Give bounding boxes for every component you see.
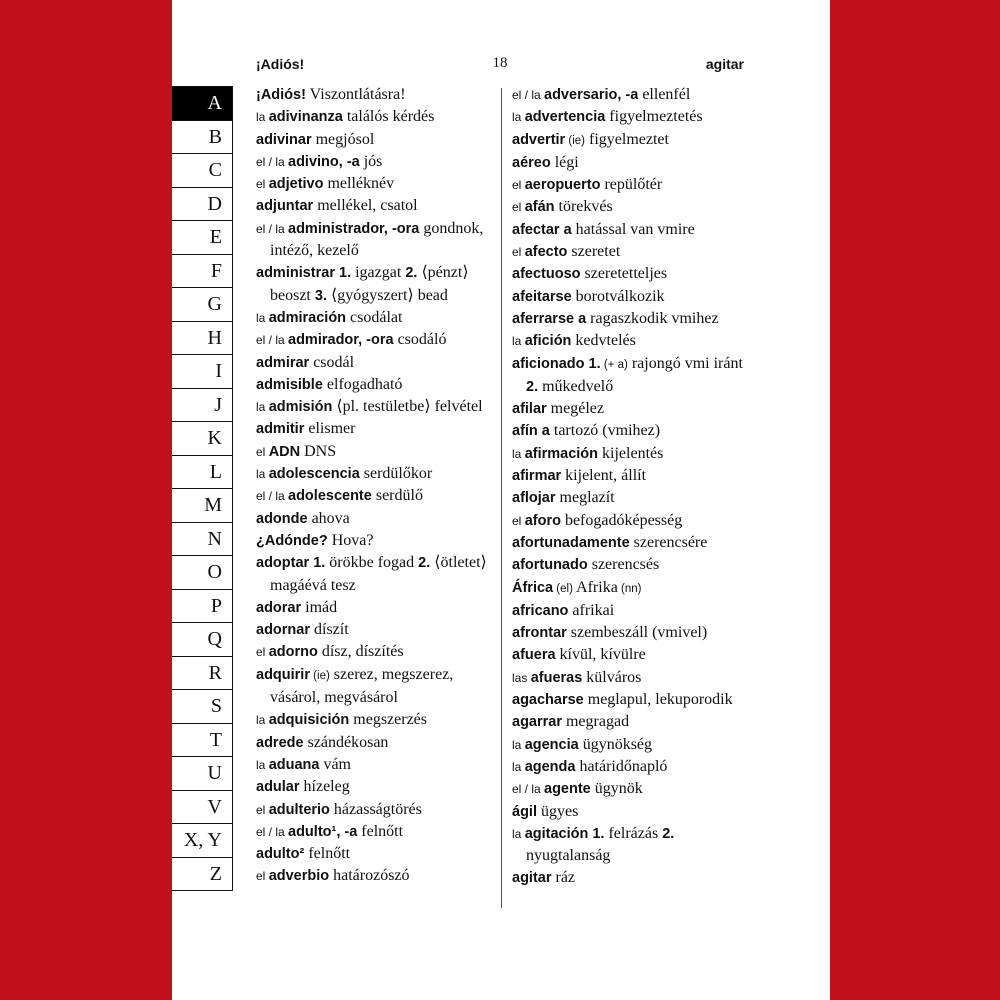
entry-headword: adorar	[256, 599, 302, 616]
entry-headword: África	[512, 579, 554, 596]
entry-headword: ADN	[268, 443, 301, 460]
dictionary-entry	[512, 801, 752, 823]
entry-definition: repülőtér	[600, 176, 663, 194]
dictionary-entry	[512, 152, 752, 174]
entry-headword: adquirir	[256, 666, 310, 683]
left-column	[256, 84, 494, 888]
entry-definition: melléknév	[323, 175, 395, 193]
entry-headword: afirmación	[524, 445, 599, 462]
entry-definition: felnőtt	[304, 845, 351, 863]
entry-headword: afectar a	[512, 221, 572, 238]
entry-headword: agenda	[524, 758, 576, 775]
page-header	[256, 56, 744, 76]
entry-definition: ⟨pl. testületbe⟩ felvétel	[332, 398, 483, 416]
entry-definition: műkedvelő	[538, 377, 614, 395]
entry-headword: agente	[544, 781, 591, 798]
dictionary-entry	[256, 463, 494, 485]
dictionary-entry	[512, 867, 752, 889]
entry-definition: külváros	[582, 668, 642, 686]
entry-definition: határidőnapló	[575, 757, 668, 775]
entry-headword: aéreo	[512, 154, 551, 171]
dictionary-entry	[256, 530, 494, 552]
grammar-note: (+ a)	[600, 358, 628, 371]
entry-article: el	[256, 869, 269, 884]
entry-definition: kijelentés	[598, 444, 664, 462]
entry-headword: afán	[524, 199, 555, 216]
entry-definition: szándékosan	[303, 733, 389, 751]
dictionary-entry	[512, 778, 752, 800]
dictionary-entry	[512, 308, 752, 330]
sense-number: 1.	[588, 825, 605, 842]
entry-headword: agacharse	[512, 692, 584, 709]
dictionary-entry	[256, 597, 494, 619]
entry-headword: aficionado	[512, 355, 585, 372]
entry-definition: csodálat	[346, 308, 403, 326]
entry-headword: adolescencia	[268, 466, 360, 483]
entry-definition: felrázás	[604, 824, 659, 842]
entry-definition: kijelent, állít	[561, 467, 647, 485]
dictionary-entry	[256, 776, 494, 798]
entry-headword: afición	[524, 333, 572, 350]
entry-definition: dísz, díszítés	[317, 643, 404, 661]
entry-definition: ⟨gyógyszert⟩ bead	[327, 286, 448, 304]
entry-article: la	[512, 737, 525, 752]
entry-headword: administrador, -ora	[288, 220, 420, 237]
dictionary-entry	[512, 443, 752, 465]
entry-headword: admiración	[268, 309, 347, 326]
entry-headword: afrontar	[512, 625, 567, 642]
entry-definition: gondnok, intéző, kezelő	[270, 219, 484, 260]
dictionary-entry	[256, 173, 494, 195]
entry-article: la	[512, 334, 525, 349]
entry-article: el / la	[512, 782, 545, 797]
entry-article: la	[256, 310, 269, 325]
entry-article: el	[256, 177, 269, 192]
entry-headword: administrar	[256, 265, 335, 282]
entry-definition: DNS	[300, 442, 337, 460]
dictionary-entry	[512, 398, 752, 420]
letter-tab[interactable]: I	[172, 355, 232, 389]
entry-article: la	[256, 400, 269, 415]
dictionary-entry	[512, 286, 752, 308]
entry-article: la	[512, 759, 525, 774]
entry-headword: adolescente	[288, 488, 372, 505]
dictionary-entry	[256, 396, 494, 418]
entry-definition: ⟨pénzt⟩ beoszt	[270, 264, 469, 304]
entry-definition: kívül, kívülre	[555, 646, 646, 664]
letter-tab[interactable]: N	[172, 523, 232, 557]
dictionary-entry	[256, 151, 494, 173]
entry-definition: Viszontlátásra!	[305, 86, 406, 103]
column-divider	[501, 88, 502, 908]
entry-definition: rajongó vmi iránt	[627, 354, 743, 372]
dictionary-entry	[512, 667, 752, 689]
entry-headword: afortunadamente	[512, 534, 630, 551]
entry-headword: afeitarse	[512, 288, 572, 305]
letter-tab[interactable]: B	[172, 121, 232, 155]
dictionary-entry	[512, 600, 752, 622]
dictionary-entry	[512, 554, 752, 576]
entry-definition: ügynökség	[578, 735, 653, 753]
entry-article: el	[512, 513, 525, 528]
entry-definition: megragad	[561, 713, 630, 731]
entry-article: la	[256, 757, 269, 772]
dictionary-entry	[256, 799, 494, 821]
dictionary-entry	[256, 732, 494, 754]
dictionary-entry	[512, 263, 752, 285]
entry-definition: szerencsés	[587, 556, 660, 574]
entry-definition: kedvtelés	[571, 332, 636, 350]
entry-definition: díszít	[310, 621, 349, 639]
dictionary-entry	[512, 644, 752, 666]
alphabet-thumb-index	[172, 86, 233, 891]
dictionary-entry	[256, 552, 494, 597]
entry-article: la	[256, 713, 269, 728]
letter-tab[interactable]: F	[172, 255, 232, 289]
letter-tab[interactable]: X, Y	[172, 824, 232, 858]
entry-definition: hízeleg	[299, 778, 350, 796]
entry-article: la	[256, 110, 269, 125]
entry-article: la	[512, 110, 525, 125]
letter-tab[interactable]: D	[172, 188, 232, 222]
entry-definition: törekvés	[554, 198, 613, 216]
entry-headword: aflojar	[512, 490, 556, 507]
entry-headword: adverbio	[268, 868, 330, 885]
dictionary-entry	[256, 307, 494, 329]
entry-headword: africano	[512, 602, 569, 619]
letter-tab[interactable]: U	[172, 757, 232, 791]
dictionary-entry	[512, 487, 752, 509]
entry-headword: adivinanza	[268, 109, 343, 126]
entry-headword: adivinar	[256, 131, 312, 148]
entry-headword: aeropuerto	[524, 177, 601, 194]
entry-article: el	[256, 444, 269, 459]
dictionary-entry	[512, 689, 752, 711]
dictionary-entry	[256, 195, 494, 217]
letter-tab[interactable]: Z	[172, 858, 232, 892]
entry-article: el / la	[512, 88, 545, 102]
letter-tab[interactable]: R	[172, 657, 232, 691]
entry-definition: csodáló	[393, 331, 447, 349]
entry-definition: megjósol	[311, 130, 375, 148]
entry-article: el / la	[256, 824, 289, 839]
entry-definition: csodál	[309, 353, 355, 371]
letter-tab[interactable]: E	[172, 221, 232, 255]
dictionary-entry	[512, 330, 752, 352]
entry-definition: szerez, megszerez, vásárol, megvásárol	[270, 665, 454, 707]
entry-definition: befogadóképesség	[560, 511, 683, 529]
dictionary-entry	[512, 577, 752, 600]
dictionary-entry	[256, 843, 494, 865]
entry-definition: tartozó (vmihez)	[549, 422, 661, 440]
entry-definition: ⟨ötletet⟩ magáévá tesz	[270, 554, 487, 594]
entry-headword: adonde	[256, 510, 308, 527]
entry-headword: adornar	[256, 622, 310, 639]
sense-number: 1.	[584, 355, 601, 372]
letter-tab[interactable]: O	[172, 556, 232, 590]
entry-headword: aduana	[268, 756, 320, 773]
dictionary-entry	[512, 711, 752, 733]
entry-headword: ágil	[512, 803, 537, 820]
entry-headword: afectuoso	[512, 266, 581, 283]
entry-headword: aforo	[524, 512, 561, 529]
entry-headword: admisión	[268, 399, 333, 416]
letter-tab[interactable]: C	[172, 154, 232, 188]
entry-definition: házasságtörés	[329, 800, 422, 818]
entry-headword: admirar	[256, 354, 310, 371]
entry-definition: szembeszáll (vmivel)	[566, 624, 708, 642]
dictionary-entry	[256, 352, 494, 374]
entry-headword: admirador, -ora	[288, 332, 394, 349]
entry-definition: ráz	[551, 869, 576, 887]
entry-definition: ügynök	[590, 780, 643, 798]
sense-number: 1.	[309, 555, 326, 572]
dictionary-entry	[512, 129, 752, 152]
dictionary-entry	[512, 174, 752, 196]
entry-article: el / la	[256, 333, 289, 348]
entry-headword: adulto¹, -a	[288, 823, 358, 840]
entry-article: la	[512, 826, 525, 841]
dictionary-entry	[512, 106, 752, 128]
entry-headword: agencia	[524, 736, 579, 753]
entry-definition: jós	[359, 152, 383, 170]
letter-tab[interactable]: T	[172, 724, 232, 758]
letter-tab[interactable]: L	[172, 456, 232, 490]
entry-definition: légi	[550, 153, 579, 171]
sense-number: 2.	[658, 825, 675, 842]
sense-number: 1.	[334, 265, 352, 282]
entry-headword: afecto	[524, 244, 568, 261]
entry-definition: elfogadható	[322, 375, 403, 393]
dictionary-entry	[256, 418, 494, 440]
dictionary-entry	[256, 664, 494, 710]
dictionary-entry	[256, 106, 494, 128]
entry-headword: adulterio	[268, 801, 330, 818]
entry-definition: elismer	[304, 420, 356, 438]
dictionary-entry	[512, 196, 752, 218]
entry-article: el	[256, 802, 269, 817]
entry-headword: afuera	[512, 647, 556, 664]
dictionary-entry	[256, 129, 494, 151]
entry-definition: ahova	[307, 509, 350, 527]
entry-headword: adular	[256, 779, 300, 796]
dictionary-entry	[512, 420, 752, 442]
letter-tab[interactable]: G	[172, 288, 232, 322]
entry-article: el	[512, 245, 525, 260]
entry-definition: szerencsére	[629, 533, 708, 551]
dictionary-entry	[256, 262, 494, 307]
dictionary-entry	[256, 441, 494, 463]
entry-definition: borotválkozik	[571, 287, 665, 305]
letter-tab[interactable]: V	[172, 791, 232, 825]
letter-tab[interactable]: Q	[172, 623, 232, 657]
dictionary-entry	[256, 485, 494, 507]
entry-headword: adoptar	[256, 555, 310, 572]
entry-definition: Afrika	[572, 578, 618, 596]
right-column	[512, 84, 752, 890]
grammar-note: (nn)	[617, 582, 642, 595]
dictionary-entry	[256, 218, 494, 263]
dictionary-entry	[512, 734, 752, 756]
dictionary-entry	[256, 865, 494, 887]
dictionary-entry	[256, 641, 494, 663]
dictionary-entry	[256, 619, 494, 641]
entry-headword: adjetivo	[268, 176, 324, 193]
entry-definition: szeretetteljes	[580, 265, 668, 283]
entry-definition: afrikai	[568, 601, 615, 619]
dictionary-entry	[256, 709, 494, 731]
entry-headword: ¡Adiós!	[256, 87, 306, 103]
dictionary-entry	[256, 374, 494, 396]
dictionary-entry	[512, 756, 752, 778]
entry-definition: figyelmeztet	[585, 130, 669, 148]
dictionary-entry	[512, 465, 752, 487]
grammar-note: (ie)	[309, 669, 330, 682]
dictionary-entry	[256, 754, 494, 776]
dictionary-entry	[512, 532, 752, 554]
entry-definition: felnőtt	[357, 822, 404, 840]
entry-definition: ügyes	[536, 802, 579, 820]
entry-headword: admitir	[256, 421, 305, 438]
entry-definition: hatással van vmire	[571, 220, 695, 238]
entry-definition: megszerzés	[349, 711, 427, 729]
entry-definition: figyelmeztetés	[605, 108, 703, 126]
entry-headword: agitar	[512, 870, 552, 887]
entry-definition: nyugtalanság	[526, 847, 611, 865]
dictionary-entry	[512, 510, 752, 532]
letter-tab[interactable]: A	[172, 87, 232, 121]
entry-headword: adrede	[256, 734, 304, 751]
entry-definition: ragaszkodik vmihez	[586, 309, 719, 327]
dictionary-entry	[512, 622, 752, 644]
entry-definition: vám	[319, 755, 351, 773]
sense-number: 2.	[401, 265, 418, 282]
entry-headword: advertir	[512, 131, 566, 148]
entry-headword: afirmar	[512, 468, 562, 485]
entry-definition: serdülőkor	[359, 465, 433, 483]
entry-headword: adulto²	[256, 846, 305, 863]
entry-headword: adorno	[268, 644, 318, 661]
entry-article: el	[256, 645, 269, 660]
entry-headword: afueras	[530, 669, 583, 686]
dictionary-entry	[256, 821, 494, 843]
page-number: 18	[492, 55, 508, 71]
entry-definition: megélez	[546, 400, 604, 418]
entry-headword: aferrarse a	[512, 310, 587, 327]
entry-headword: admisible	[256, 376, 323, 393]
entry-headword: afilar	[512, 401, 547, 418]
entry-headword: agitación	[524, 825, 589, 842]
entry-definition: szeretet	[567, 243, 621, 261]
entry-definition: ellenfél	[638, 86, 691, 103]
entry-headword: adversario, -a	[544, 87, 639, 103]
entry-article: el / la	[256, 154, 289, 169]
entry-definition: Hova?	[327, 531, 374, 549]
header-first-entry: ¡Adiós!	[256, 56, 305, 72]
dictionary-entry	[512, 353, 752, 399]
sense-number: 2.	[414, 555, 431, 572]
letter-tab[interactable]: J	[172, 389, 232, 423]
entry-headword: adjuntar	[256, 198, 314, 215]
entry-definition: mellékel, csatol	[313, 197, 418, 215]
entry-article: el	[512, 178, 525, 193]
entry-definition: imád	[301, 598, 338, 616]
entry-headword: adquisición	[268, 712, 350, 729]
entry-headword: ¿Adónde?	[256, 532, 328, 549]
sense-number: 3.	[310, 287, 327, 304]
sense-number: 2.	[526, 378, 539, 395]
dictionary-entry	[512, 241, 752, 263]
letter-tab[interactable]: P	[172, 590, 232, 624]
letter-tab[interactable]: H	[172, 322, 232, 356]
entry-headword: agarrar	[512, 714, 562, 731]
grammar-note: (ie)	[565, 134, 586, 147]
entry-headword: advertencia	[524, 109, 606, 126]
entry-definition: meglapul, lekuporodik	[583, 691, 733, 709]
entry-definition: serdülő	[371, 487, 423, 505]
entry-definition: igazgat	[351, 264, 402, 282]
entry-definition: találós kérdés	[342, 108, 435, 126]
entry-article: el	[512, 200, 525, 215]
letter-tab[interactable]: M	[172, 489, 232, 523]
letter-tab[interactable]: S	[172, 690, 232, 724]
dictionary-entry	[256, 329, 494, 351]
dictionary-entry	[256, 84, 494, 106]
grammar-note: (el)	[553, 582, 573, 595]
entry-headword: afín a	[512, 423, 550, 440]
dictionary-entry	[256, 508, 494, 530]
entry-definition: örökbe fogad	[325, 554, 415, 572]
entry-article: la	[256, 467, 269, 482]
entry-article: las	[512, 670, 531, 685]
entry-headword: afortunado	[512, 557, 588, 574]
header-last-entry: agitar	[705, 56, 744, 72]
letter-tab[interactable]: K	[172, 422, 232, 456]
entry-headword: adivino, -a	[288, 153, 360, 170]
dictionary-entry	[512, 219, 752, 241]
entry-definition: határozószó	[329, 867, 410, 885]
entry-article: el / la	[256, 489, 289, 504]
entry-article: la	[512, 446, 525, 461]
entry-definition: meglazít	[555, 489, 615, 507]
entry-article: el / la	[256, 221, 289, 236]
dictionary-entry	[512, 823, 752, 868]
dictionary-entry	[512, 84, 752, 106]
